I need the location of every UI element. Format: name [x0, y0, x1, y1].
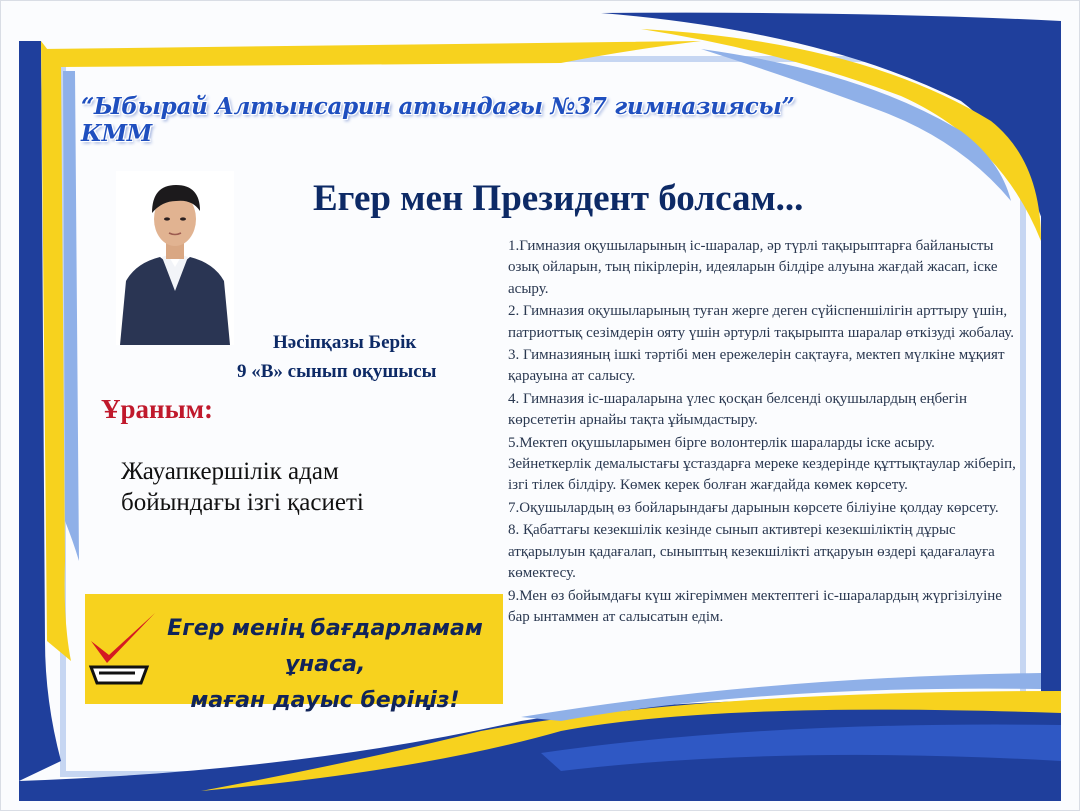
vote-call-line-2: маған дауыс беріңіз!	[190, 688, 460, 713]
program-item: 1.Гимназия оқушыларының іс-шаралар, әр түрлі тақырыптарға байланысты озық ойларын, тың пікірлерін, идеяларын білдіре алуына жағдай жасап, іске асыру.	[508, 238, 998, 297]
top-yellow-swoosh	[41, 41, 701, 67]
vote-call-line-1: Егер менің бағдарламам ұнаса,	[167, 616, 483, 677]
student-class: 9 «В» сынып оқушысы	[237, 361, 437, 382]
student-name: Нәсіпқазы Берік	[273, 332, 417, 353]
program-item: 2. Гимназия оқушыларының туған жерге деген сүйіспеншілігін арттыру үшін, патриоттық сезімдерін ояту үшін әртурлі тақырыпта шаралар өткізуді жобалау.	[508, 303, 1015, 341]
school-name: “Ыбырай Алтынсарин атындағы №37 гимназиясы” КММ	[81, 93, 795, 147]
left-light-ribbon	[63, 71, 79, 561]
program-item: 3. Гимназияның ішкі тәртібі мен ережелерін сақтауға, мектеп мүлкіне мұқият қарауына ат салысу.	[508, 347, 1005, 385]
right-edge-band	[1041, 201, 1061, 701]
page-title: Егер мен Президент болсам...	[313, 178, 804, 219]
portrait-photo	[116, 171, 234, 345]
program-item: 4. Гимназия іс-шараларына үлес қосқан белсенді оқушылардың еңбегін көрсететін арнайы тақта ұйымдастыру.	[508, 390, 967, 429]
vote-call-text	[145, 611, 505, 719]
program-item: 7.Оқушылардың өз бойларындағы дарынын көрсете біліуіне қолдау көрсету.	[508, 499, 999, 516]
program-item: 9.Мен өз бойымдағы күш жігеріммен мектептегі іс-шаралардың жүргізілуіне бар ынтаммен ат салысатын едім.	[508, 587, 1002, 625]
program-list	[508, 236, 1018, 628]
motto-text: Жауапкершілік адам бойындағы ізгі қасиеті	[121, 458, 364, 516]
program-item: 8. Қабаттағы кезекшілік кезінде сынып активтері кезекшіліктің дұрыс атқарылуын қадағалап, сыныптың кезекшілікті атқаруын өздері қадағалауға көмектесу.	[508, 522, 995, 582]
motto-heading: Ұраным:	[101, 394, 214, 424]
program-item: 5.Мектеп оқушыларымен бірге волонтерлік шараларды іске асыру. Зейнеткерлік демалыстағы ұстаздарға мереке кездерінде құттықтаулар жіберіп, ізгі тілек білдіру. Көмек керек болған жағдайда көмек көрсету.	[508, 434, 1016, 494]
